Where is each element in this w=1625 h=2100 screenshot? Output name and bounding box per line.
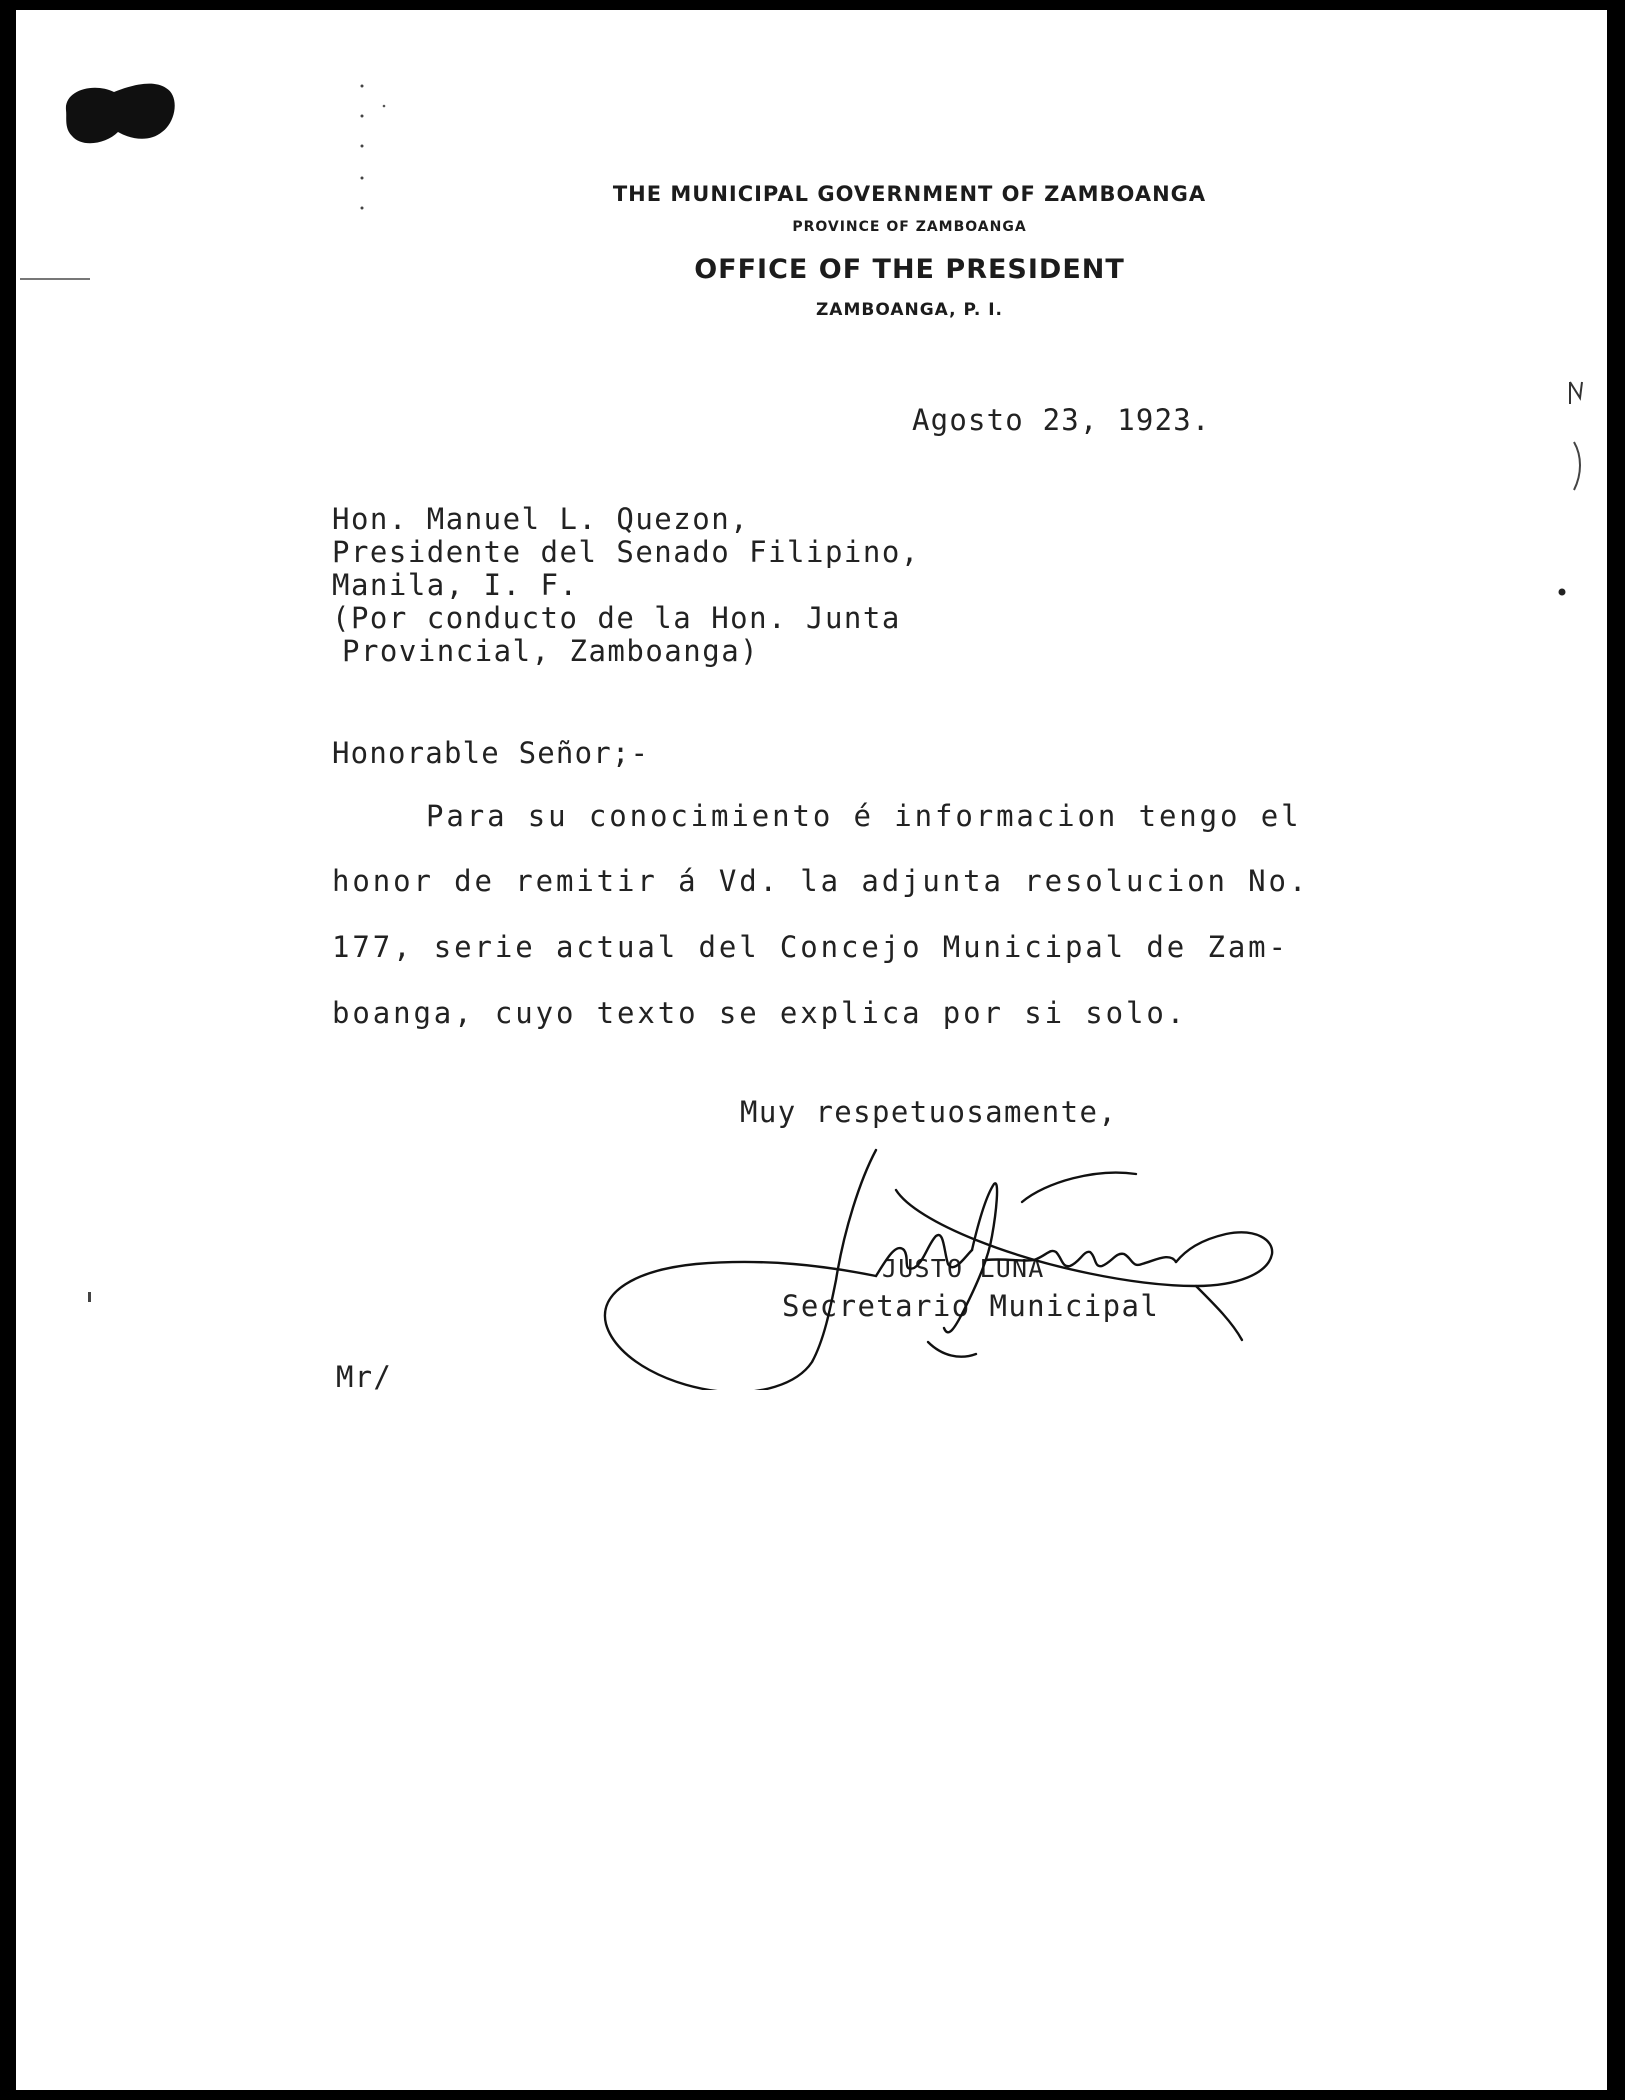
left-edge-tick: [88, 1292, 91, 1302]
salutation: Honorable Señor;-: [332, 736, 650, 770]
body-line: boanga, cuyo texto se explica por si solo.: [332, 996, 1188, 1030]
recipient-line: Provincial, Zamboanga): [342, 634, 760, 668]
recipient-line: (Por conducto de la Hon. Junta: [332, 601, 901, 635]
handwritten-signature: [576, 1110, 1296, 1390]
signer-title: Secretario Municipal: [782, 1289, 1160, 1323]
recipient-line: Manila, I. F.: [332, 568, 579, 602]
typist-initials: Mr/: [336, 1360, 392, 1394]
letterhead-office: OFFICE OF THE PRESIDENT: [694, 254, 1125, 285]
scan-specks: [316, 80, 436, 240]
ink-blot: [54, 70, 214, 160]
letter-sheet: [16, 10, 1607, 2090]
signer-name: JUSTO LUNA: [882, 1254, 1045, 1283]
recipient-line: Presidente del Senado Filipino,: [332, 535, 920, 569]
body-line: Para su conocimiento é informacion tengo el: [426, 799, 1302, 833]
body-line: 177, serie actual del Concejo Municipal de Zam-: [332, 930, 1289, 964]
edge-marks: [1556, 370, 1596, 610]
letterhead-location: ZAMBOANGA, P. I.: [815, 300, 1004, 320]
closing: Muy respetuosamente,: [740, 1095, 1118, 1129]
letter-date: Agosto 23, 1923.: [912, 403, 1211, 437]
letterhead-municipal-government: THE MUNICIPAL GOVERNMENT OF ZAMBOANGA: [612, 182, 1207, 206]
letterhead-province: PROVINCE OF ZAMBOANGA: [792, 219, 1027, 235]
body-line: honor de remitir á Vd. la adjunta resolucion No.: [332, 864, 1310, 898]
recipient-line: Hon. Manuel L. Quezon,: [332, 502, 750, 536]
